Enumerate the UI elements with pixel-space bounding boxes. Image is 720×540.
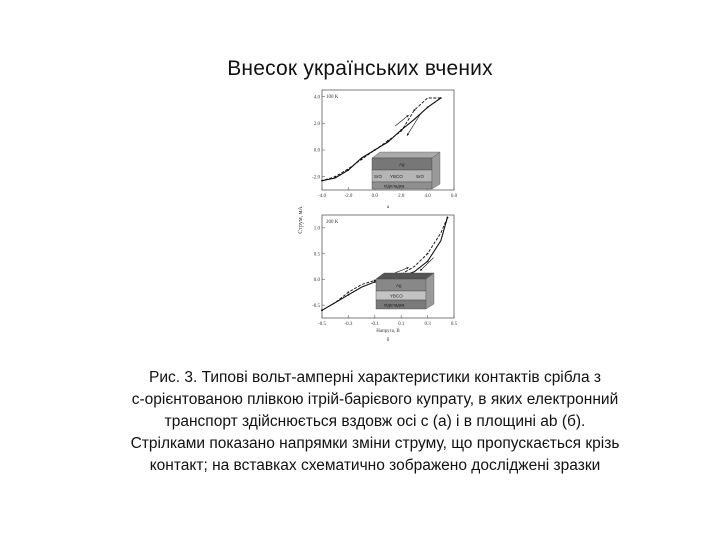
bottom-inset-ag-top (376, 273, 434, 279)
top-inset-label-ag: Ag (399, 162, 405, 167)
top-panel-letter: a (386, 205, 390, 210)
iv-point (427, 106, 429, 108)
top-inset-label-ybco: YBCO (390, 174, 403, 179)
y-tick-label: 0.0 (313, 148, 320, 154)
x-tick-label: 0.3 (424, 322, 431, 327)
iv-point (427, 253, 429, 255)
x-tick-label: -0.3 (344, 322, 353, 327)
y-tick-label: -0.5 (312, 303, 320, 309)
top-inset (372, 152, 440, 189)
y-axis-label: Струм, мА (298, 206, 304, 234)
x-tick-label: -0.5 (318, 322, 326, 327)
iv-point (374, 281, 376, 283)
iv-figure (292, 84, 462, 346)
x-tick-label: 0.1 (398, 322, 405, 327)
y-tick-label: 0.0 (313, 278, 320, 284)
iv-point (387, 140, 389, 142)
caption-line: контакт; на вставках схематично зображено досліджені зразки (149, 457, 601, 474)
x-tick-label: -0.1 (370, 322, 379, 327)
top-inset-ag-top (372, 152, 440, 158)
bottom-inset-label-substrate: підкладка (384, 302, 405, 308)
top-panel-temperature: 100 K (326, 95, 339, 100)
bottom-inset (376, 273, 434, 309)
iv-figure-svg (292, 84, 462, 346)
top-inset-label-substrate: підкладка (384, 183, 405, 189)
x-tick-label: 4.0 (424, 194, 431, 199)
x-tick-label: 6.0 (450, 194, 458, 199)
iv-point (440, 97, 442, 99)
y-tick-label: 4.0 (313, 95, 320, 101)
y-tick-label: 1.0 (313, 226, 320, 232)
bottom-inset-label-ybco: YBCO (390, 293, 403, 299)
y-tick-label: -2.0 (312, 175, 320, 181)
caption-line: с-орієнтованою плівкою ітрій-барієвого купрату, в яких електронний (131, 391, 619, 408)
caption-line: Рис. 3. Типові вольт-амперні характеристики контактів срібла з (148, 369, 602, 386)
bottom-panel-letter: б (386, 338, 390, 343)
caption-line: транспорт здійснюється вздовж осі с (а) і в площині ab (б). (164, 413, 586, 430)
x-axis-label: Напруга, В (376, 329, 400, 334)
x-tick-label: 2.0 (398, 194, 405, 199)
x-tick-label: 0.0 (371, 194, 378, 199)
caption-line: Стрілками показано напрямки зміни струму, що пропускається крізь (130, 435, 620, 452)
bottom-inset-label-ag: Ag (396, 283, 402, 288)
top-inset-side (432, 152, 440, 189)
bottom-panel-temperature: 200 K (326, 220, 339, 225)
iv-point (427, 260, 429, 262)
slide-title: Внесок українських вчених (227, 57, 493, 80)
figure-caption (110, 367, 640, 477)
iv-point (334, 176, 336, 178)
iv-point (348, 294, 350, 296)
iv-point (348, 291, 350, 293)
iv-point (374, 280, 376, 282)
top-inset-label-sro-left: SrO (374, 174, 383, 179)
x-tick-label: -4.0 (318, 194, 326, 199)
iv-point (321, 309, 323, 311)
iv-point (361, 158, 363, 160)
iv-point (414, 109, 416, 111)
y-tick-label: 0.5 (313, 252, 320, 258)
top-inset-label-sro-right: SrO (416, 174, 425, 179)
iv-point (447, 217, 449, 219)
x-tick-label: -2.0 (344, 194, 353, 199)
y-tick-label: 2.0 (313, 122, 320, 128)
x-tick-label: 0.5 (450, 322, 458, 327)
bottom-inset-side (426, 273, 434, 309)
